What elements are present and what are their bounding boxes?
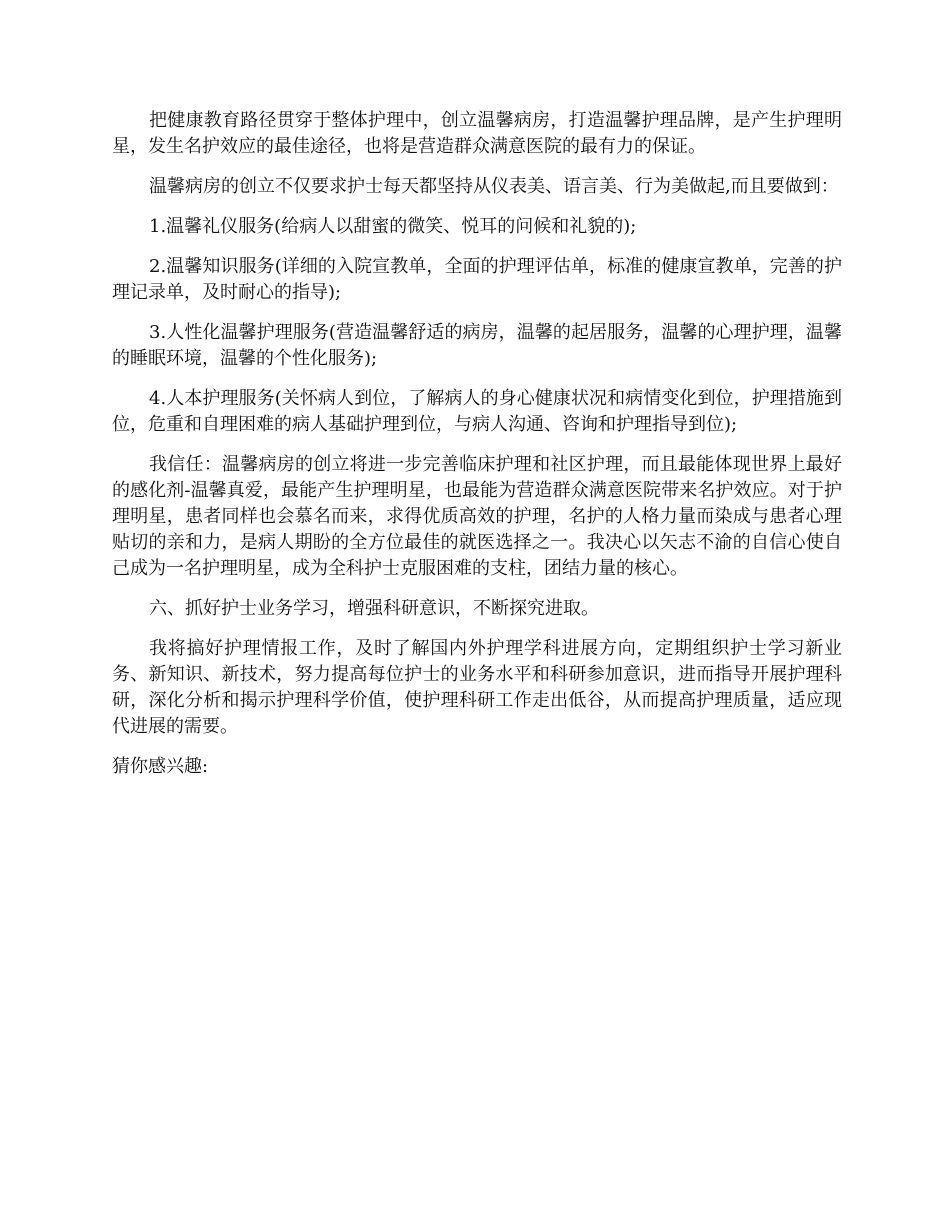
document-body: [112, 108, 842, 794]
paragraph-belief: 我信任：温馨病房的创立将进一步完善临床护理和社区护理，而且最能体现世界上最好的感化剂-温馨真爱，最能产生护理明星，也最能为营造群众满意医院带来名护效应。对于护理明星，患者同样也会慕名而来，求得优质高效的护理，名护的人格力量而染成与患者心理贴切的亲和力，是病人期盼的全方位最佳的就医选择之一。我决心以矢志不渝的自信心使自己成为一名护理明星，成为全科护士克服困难的支柱，团结力量的核心。: [112, 454, 842, 579]
list-item-knowledge-service: 2.温馨知识服务(详细的入院宣教单，全面的护理评估单，标准的健康宣教单，完善的护理记录单，及时耐心的指导);: [112, 256, 842, 303]
section-heading-study: 六、抓好护士业务学习，增强科研意识，不断探究进取。: [149, 598, 599, 619]
list-item-humanized-care: 3.人性化温馨护理服务(营造温馨舒适的病房，温馨的起居服务，温馨的心理护理，温馨的睡眠环境，温馨的个性化服务);: [112, 322, 842, 369]
paragraph-research-plan: 我将搞好护理情报工作，及时了解国内外护理学科进展方向，定期组织护士学习新业务、新知识、新技术，努力提高每位护士的业务水平和科研参加意识，进而指导开展护理科研，深化分析和揭示护理科学价值，使护理科研工作走出低谷，从而提高护理质量，适应现代进展的需要。: [112, 638, 842, 737]
list-item-people-oriented-care: 4.人本护理服务(关怀病人到位，了解病人的身心健康状况和病情变化到位，护理措施到位，危重和自理困难的病人基础护理到位，与病人沟通、咨询和护理指导到位);: [112, 388, 842, 435]
paragraph-health-education: 把健康教育路径贯穿于整体护理中，创立温馨病房，打造温馨护理品牌，是产生护理明星，发生名护效应的最佳途径，也将是营造群众满意医院的最有力的保证。: [112, 110, 842, 157]
paragraph-warm-ward-requirements: 温馨病房的创立不仅要求护士每天都坚持从仪表美、语言美、行为美做起,而且要做到：: [149, 176, 839, 197]
related-reading-label: 猜你感兴趣:: [112, 756, 209, 777]
list-item-etiquette-service: 1.温馨礼仪服务(给病人以甜蜜的微笑、悦耳的问候和礼貌的);: [149, 216, 637, 237]
